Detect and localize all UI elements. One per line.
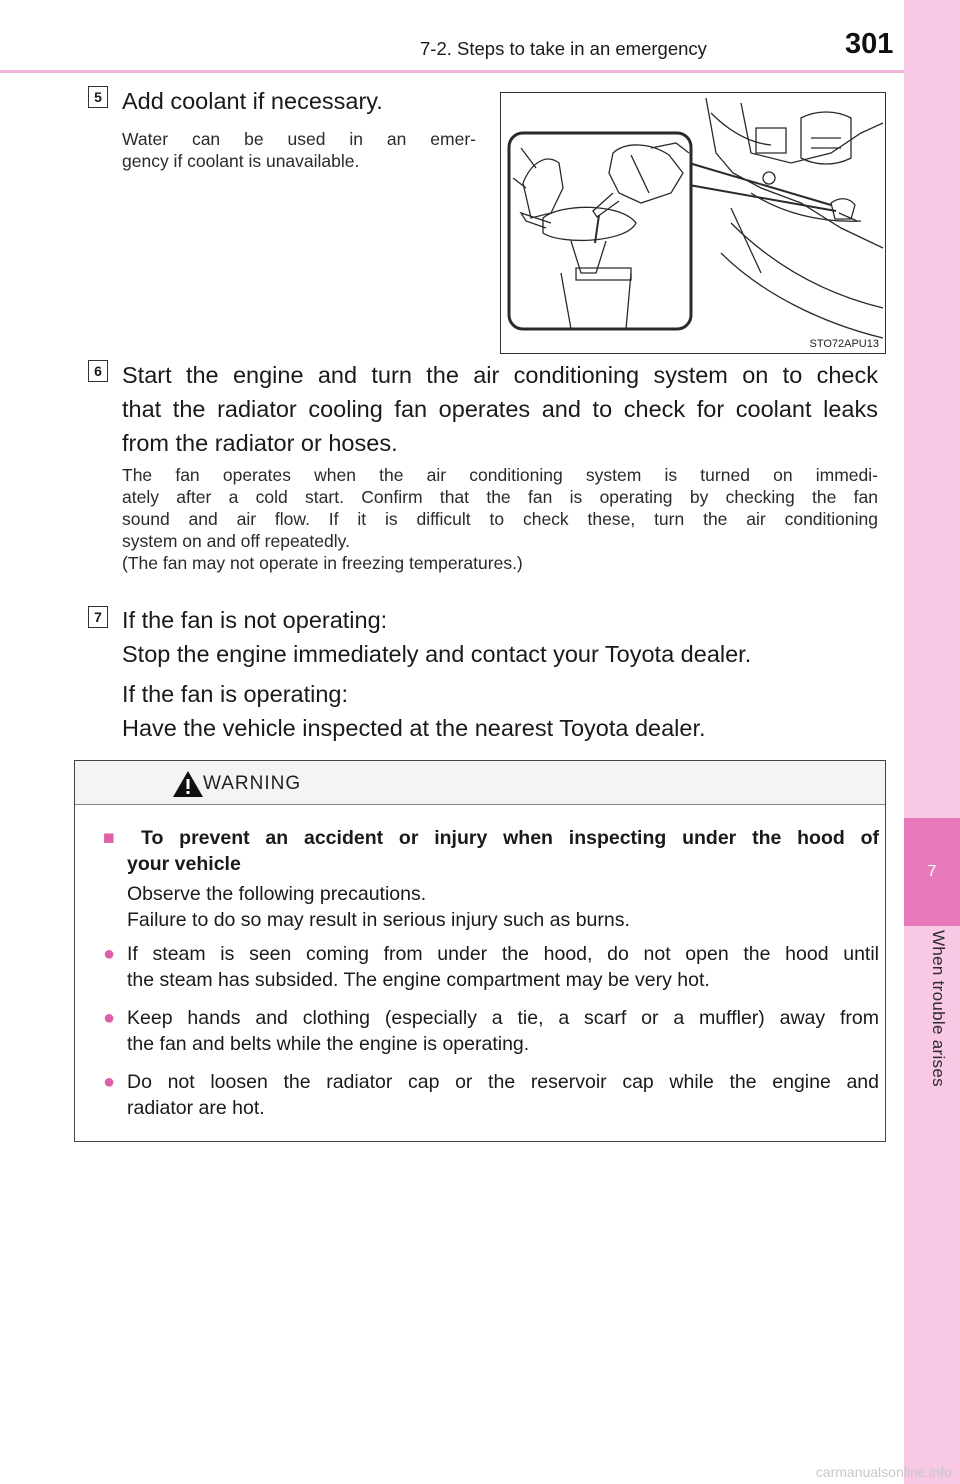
warning-triangle-icon [171,769,205,799]
note-line: gency if coolant is unavailable. [122,151,360,171]
step-number-badge: 5 [88,86,108,108]
note-line: Water can be used in an emer- [122,129,476,149]
step-instruction [122,358,878,460]
warning-label: WARNING [203,773,302,794]
step-note [122,128,476,172]
subheading-line [103,825,879,851]
coolant-pouring-illustration-icon [501,93,885,353]
note-line: (The fan may not operate in freezing temperatures.) [122,553,523,573]
page-number: 301 [845,28,894,60]
warning-header [75,761,885,805]
bullet-line: Keep hands and clothing (especially a tie, a scarf or a muffler) away from [127,1007,879,1029]
chapter-side-tab [904,0,960,1484]
note-line: sound and air flow. If it is difficult to check these, turn the air conditioning [122,509,878,529]
instruction-line: that the radiator cooling fan operates and to check for coolant leaks [122,396,878,422]
bullet-line: radiator are hot. [127,1097,265,1119]
note-line: ately after a cold start. Confirm that the fan is operating by checking the fan [122,487,878,507]
section-title: 7-2. Steps to take in an emergency [420,38,707,59]
subheading-line: your vehicle [127,853,241,875]
bullet-line: Do not loosen the radiator cap or the reservoir cap while the engine and [127,1071,879,1093]
bullet-text [127,1069,879,1121]
bullet-line: the fan and belts while the engine is operating. [127,1033,530,1055]
step-instruction: Add coolant if necessary. [122,88,383,114]
instruction-line: from the radiator or hoses. [122,430,398,456]
warning-bullet [103,1069,879,1125]
instruction-line: Stop the engine immediately and contact your Toyota dealer. [122,641,752,667]
figure-code: STO72APU13 [809,338,879,350]
instruction-line: Start the engine and turn the air conditioning system on to check [122,362,878,388]
warning-intro [103,881,903,933]
bullet-line: the steam has subsided. The engine compartment may be very hot. [127,969,710,991]
bullet-icon: ● [103,943,116,965]
instruction-line: If the fan is operating: [122,681,349,707]
instruction-line: If the fan is not operating: [122,607,388,633]
step-number-badge: 7 [88,606,108,628]
bullet-line: If steam is seen coming from under the hood, do not open the hood until [127,943,879,965]
step-number-badge: 6 [88,360,108,382]
chapter-title: When trouble arises [929,930,948,1087]
subheading-text: To prevent an accident or injury when inspecting under the hood of [140,827,879,849]
coolant-illustration [500,92,886,354]
intro-line: Failure to do so may result in serious injury such as burns. [127,909,630,931]
header-divider [0,70,904,73]
bullet-text [127,941,879,993]
instruction-line: Have the vehicle inspected at the nearest Toyota dealer. [122,715,706,741]
square-bullet-icon: ■ [103,827,126,849]
bullet-text [127,1005,879,1057]
step-instruction [122,603,751,745]
note-line: system on and off repeatedly. [122,531,350,551]
step-note [122,464,878,574]
chapter-number: 7 [927,863,937,880]
bullet-icon: ● [103,1007,116,1029]
warning-subheading [103,825,879,877]
warning-bullet [103,941,879,997]
chapter-number-block[interactable] [904,818,960,926]
bullet-icon: ● [103,1071,116,1093]
warning-bullet [103,1005,879,1061]
intro-line: Observe the following precautions. [127,883,427,905]
watermark: carmanualsonline.info [815,1464,952,1480]
warning-box [74,760,886,1142]
note-line: The fan operates when the air conditioning system is turned on immedi- [122,465,878,485]
